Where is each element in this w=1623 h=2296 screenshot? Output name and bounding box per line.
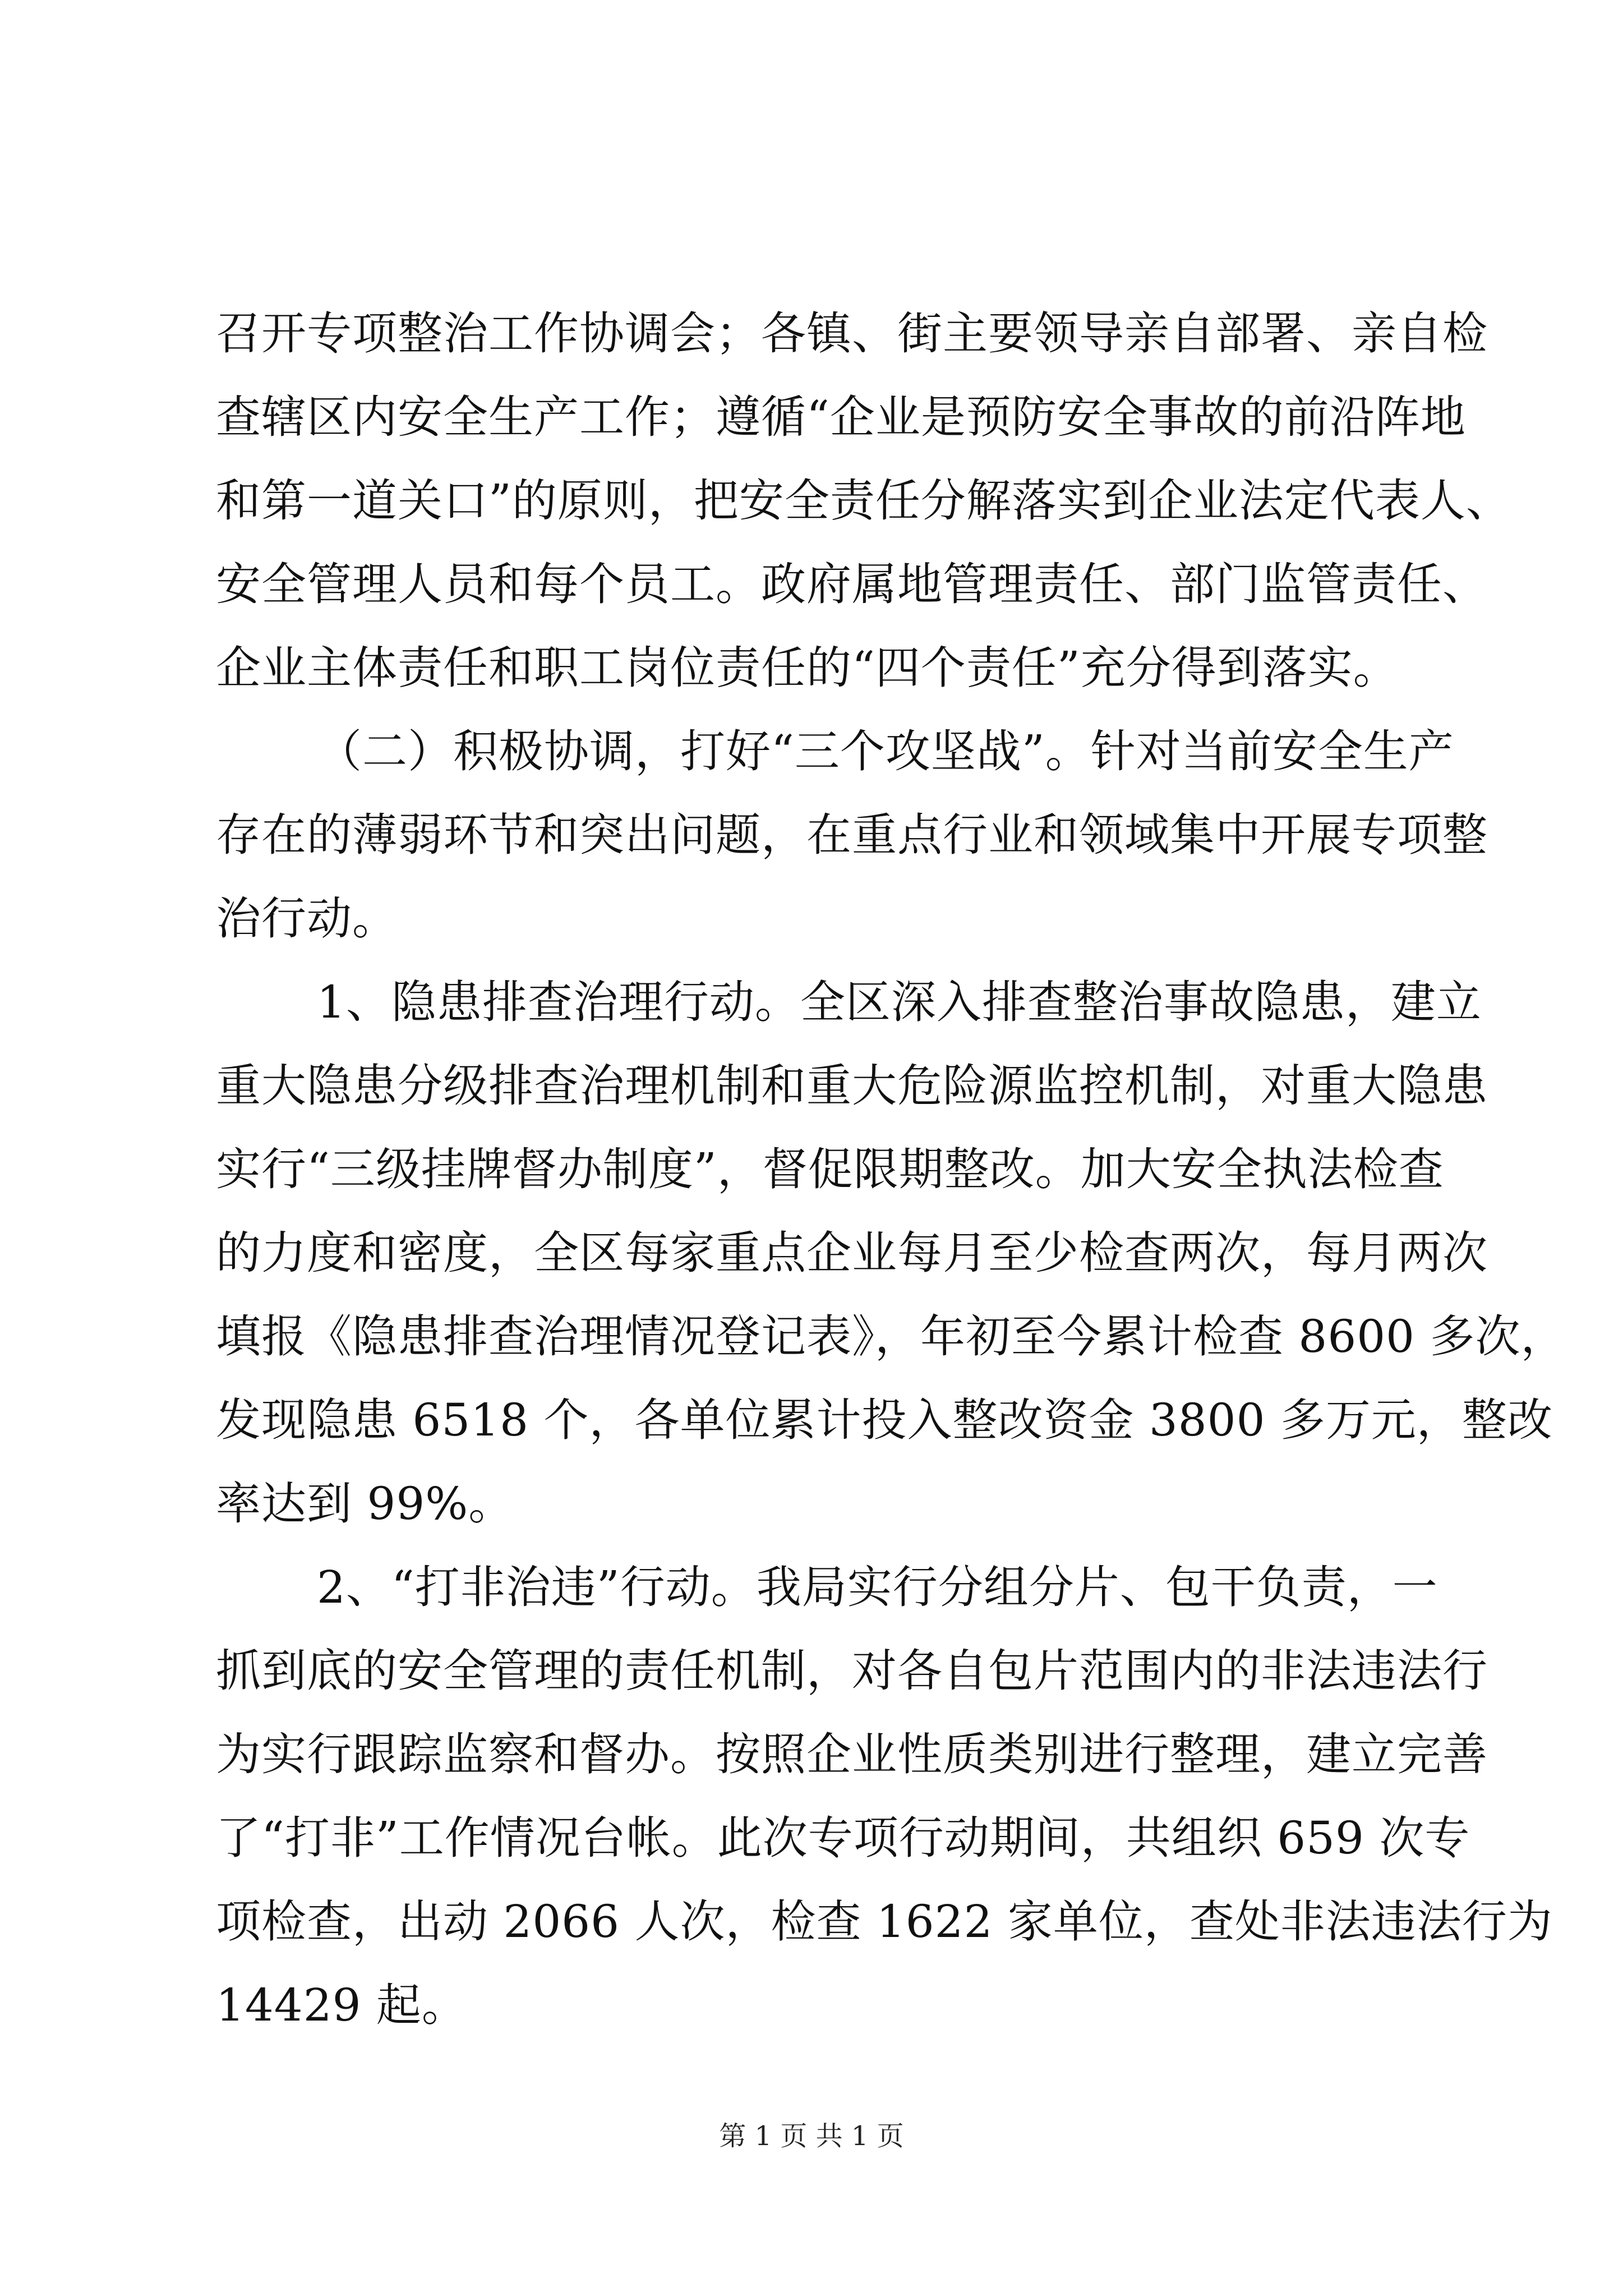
body-line-7: 存在的薄弱环节和突出问题，在重点行业和领域集中开展专项整 bbox=[216, 809, 1488, 861]
body-line-4: 安全管理人员和每个员工。政府属地管理责任、部门监管责任、 bbox=[216, 558, 1488, 610]
item-2-line-1: 2、“打非治违”行动。我局实行分组分片、包干负责，一 bbox=[317, 1561, 1438, 1613]
body-line-13: 填报《隐患排查治理情况登记表》，年初至今累计检查 8600 多次， bbox=[216, 1310, 1566, 1363]
body-line-14: 发现隐患 6518 个，各单位累计投入整改资金 3800 多万元，整改 bbox=[216, 1394, 1553, 1446]
page-footer: 第 1 页 共 1 页 bbox=[719, 2120, 904, 2152]
body-line-8: 治行动。 bbox=[216, 892, 398, 945]
body-line-5: 企业主体责任和职工岗位责任的“四个责任”充分得到落实。 bbox=[216, 642, 1399, 694]
body-line-20: 项检查，出动 2066 人次，检查 1622 家单位，查处非法违法行为 bbox=[216, 1895, 1553, 1948]
body-line-11: 实行“三级挂牌督办制度”，督促限期整改。加大安全执法检查 bbox=[216, 1143, 1444, 1195]
section-heading-2-line-1: （二）积极协调，打好“三个攻坚战”。针对当前安全生产 bbox=[317, 725, 1454, 777]
body-line-19: 了“打非”工作情况台帐。此次专项行动期间，共组织 659 次专 bbox=[216, 1812, 1470, 1864]
body-line-2: 查辖区内安全生产工作；遵循“企业是预防安全事故的前沿阵地 bbox=[216, 391, 1466, 443]
body-line-21: 14429 起。 bbox=[216, 1979, 467, 2031]
body-line-17: 抓到底的安全管理的责任机制，对各自包片范围内的非法违法行 bbox=[216, 1645, 1488, 1697]
document-body bbox=[216, 292, 1566, 2047]
body-line-3: 和第一道关口”的原则，把安全责任分解落实到企业法定代表人、 bbox=[216, 475, 1511, 527]
body-line-15: 率达到 99%。 bbox=[216, 1478, 514, 1530]
body-line-1: 召开专项整治工作协调会；各镇、街主要领导亲自部署、亲自检 bbox=[216, 307, 1488, 360]
item-1-line-1: 1、隐患排查治理行动。全区深入排查整治事故隐患，建立 bbox=[317, 976, 1482, 1028]
body-line-10: 重大隐患分级排查治理机制和重大危险源监控机制，对重大隐患 bbox=[216, 1060, 1488, 1112]
body-line-12: 的力度和密度，全区每家重点企业每月至少检查两次，每月两次 bbox=[216, 1227, 1488, 1279]
body-line-18: 为实行跟踪监察和督办。按照企业性质类别进行整理，建立完善 bbox=[216, 1728, 1488, 1780]
